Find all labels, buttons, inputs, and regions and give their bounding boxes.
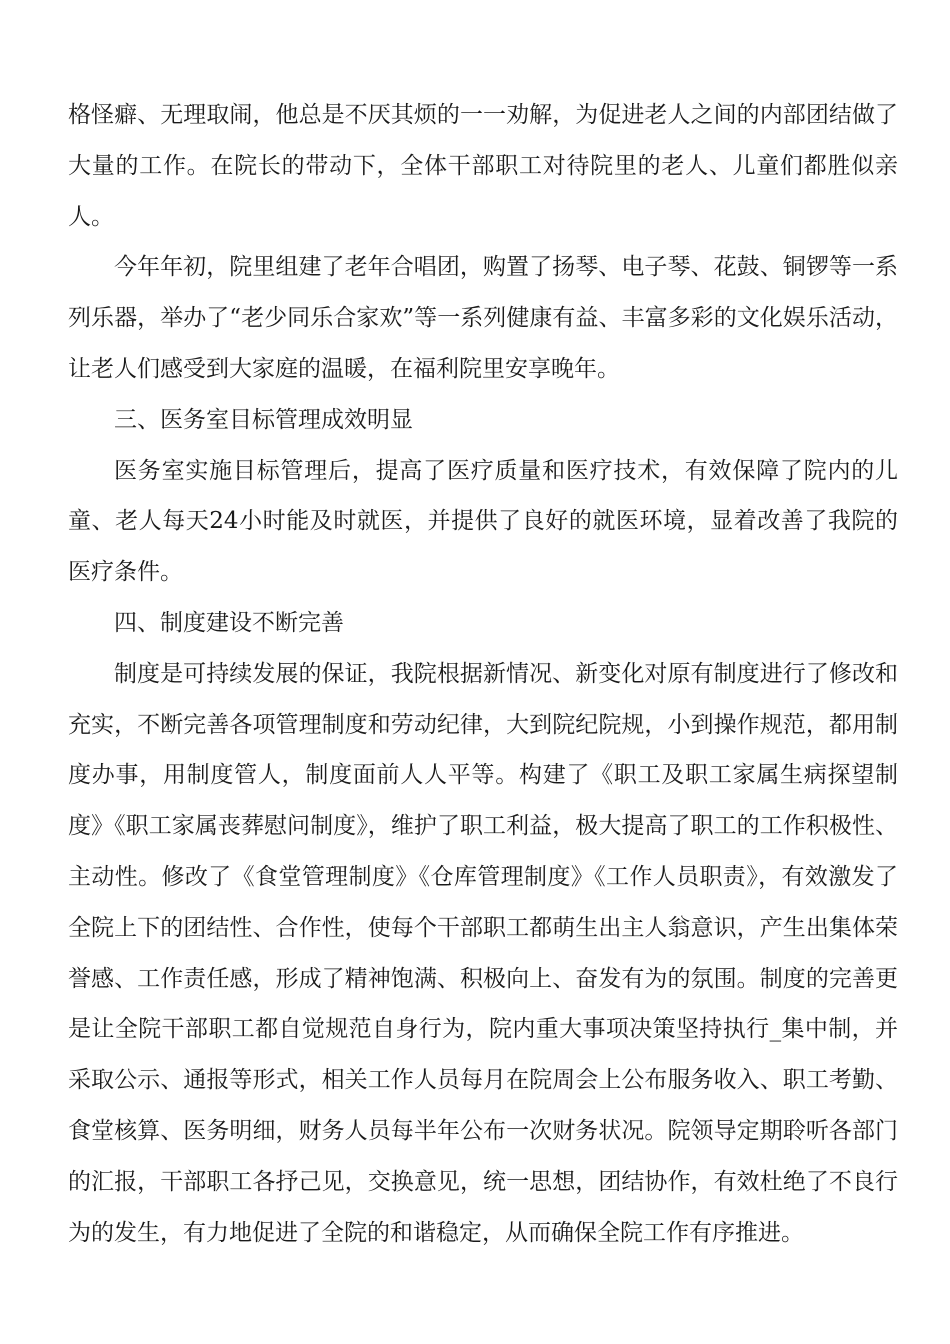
- document-body: [68, 90, 898, 1258]
- paragraph-elderly-activities: 今年年初，院里组建了老年合唱团，购置了扬琴、电子琴、花鼓、铜锣等一系列乐器，举办了“老少同乐合家欢”等一系列健康有益、丰富多彩的文化娱乐活动，让老人们感受到大家庭的温暖，在福利院里安享晚年。: [68, 254, 898, 382]
- paragraph-medical-office: 医务室实施目标管理后，提高了医疗质量和医疗技术，有效保障了院内的儿童、老人每天24小时能及时就医，并提供了良好的就医环境，显着改善了我院的医疗条件。: [68, 457, 898, 586]
- section-heading-system-building: 四、制度建设不断完善: [114, 609, 344, 636]
- paragraph-continued: 格怪癖、无理取闹，他总是不厌其烦的一一劝解，为促进老人之间的内部团结做了大量的工作。在院长的带动下，全体干部职工对待院里的老人、儿童们都胜似亲人。: [68, 102, 898, 230]
- section-heading-medical-office: 三、医务室目标管理成效明显: [114, 406, 413, 433]
- paragraph-system-building: 制度是可持续发展的保证，我院根据新情况、新变化对原有制度进行了修改和充实，不断完善各项管理制度和劳动纪律，大到院纪院规，小到操作规范，都用制度办事，用制度管人，制度面前人人平等。构建了《职工及职工家属生病探望制度》《职工家属丧葬慰问制度》，维护了职工利益，极大提高了职工的工作积极性、主动性。修改了《食堂管理制度》《仓库管理制度》《工作人员职责》，有效激发了全院上下的团结性、合作性，使每个干部职工都萌生出主人翁意识，产生出集体荣誉感、工作责任感，形成了精神饱满、积极向上、奋发有为的氛围。制度的完善更是让全院干部职工都自觉规范自身行为，院内重大事项决策坚持执行_集中制，并采取公示、通报等形式，相关工作人员每月在院周会上公布服务收入、职工考勤、食堂核算、医务明细，财务人员每半年公布一次财务状况。院领导定期聆听各部门的汇报，干部职工各抒己见，交换意见，统一思想，团结协作，有效杜绝了不良行为的发生，有力地促进了全院的和谐稳定，从而确保全院工作有序推进。: [68, 660, 898, 1246]
